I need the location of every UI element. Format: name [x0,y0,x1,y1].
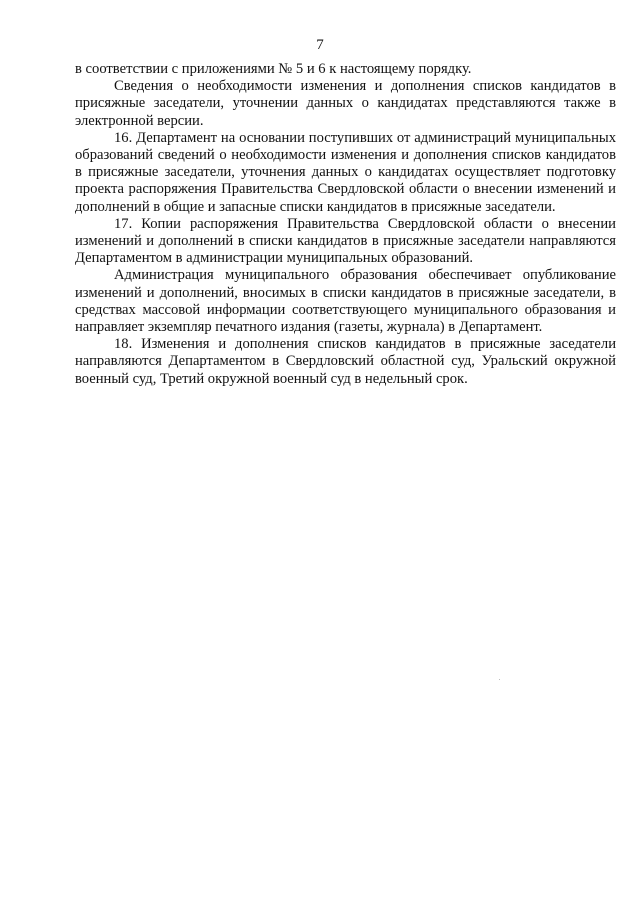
page-number: 7 [316,37,324,53]
scan-speck [499,679,500,680]
paragraph-item-16: 16. Департамент на основании поступивших от администраций муниципальных образований сведений о необходимости изменения и дополнения списков кандидатов в присяжные заседатели, уточнения данных о кандидатах осуществляет подготовку проекта распоряжения Правительства Свердловской области о внесении изменений и дополнений в общие и запасные списки кандидатов в присяжные заседатели. [75,129,616,215]
paragraph-publication: Администрация муниципального образования обеспечивает опубликование изменений и дополнений, вносимых в списки кандидатов в присяжные заседатели, в средствах массовой информации соответствующего муниципального образования и направляет экземпляр печатного издания (газеты, журнала) в Департамент. [75,267,616,336]
paragraph-item-17: 17. Копии распоряжения Правительства Свердловской области о внесении изменений и дополнений в списки кандидатов в присяжные заседатели направляются Департаментом в администрации муниципальных образований. [75,215,616,267]
paragraph-continuation: в соответствии с приложениями № 5 и 6 к настоящему порядку. [75,61,472,77]
paragraph-item-18: 18. Изменения и дополнения списков кандидатов в присяжные заседатели направляются Департаментом в Свердловский областной суд, Уральский окружной военный суд, Третий окружной военный суд в недельный срок. [75,336,616,387]
document-body [75,61,616,388]
paragraph-electronic-version: Сведения о необходимости изменения и дополнения списков кандидатов в присяжные заседатели, уточнении данных о кандидатах представляются также в электронной версии. [75,78,616,129]
